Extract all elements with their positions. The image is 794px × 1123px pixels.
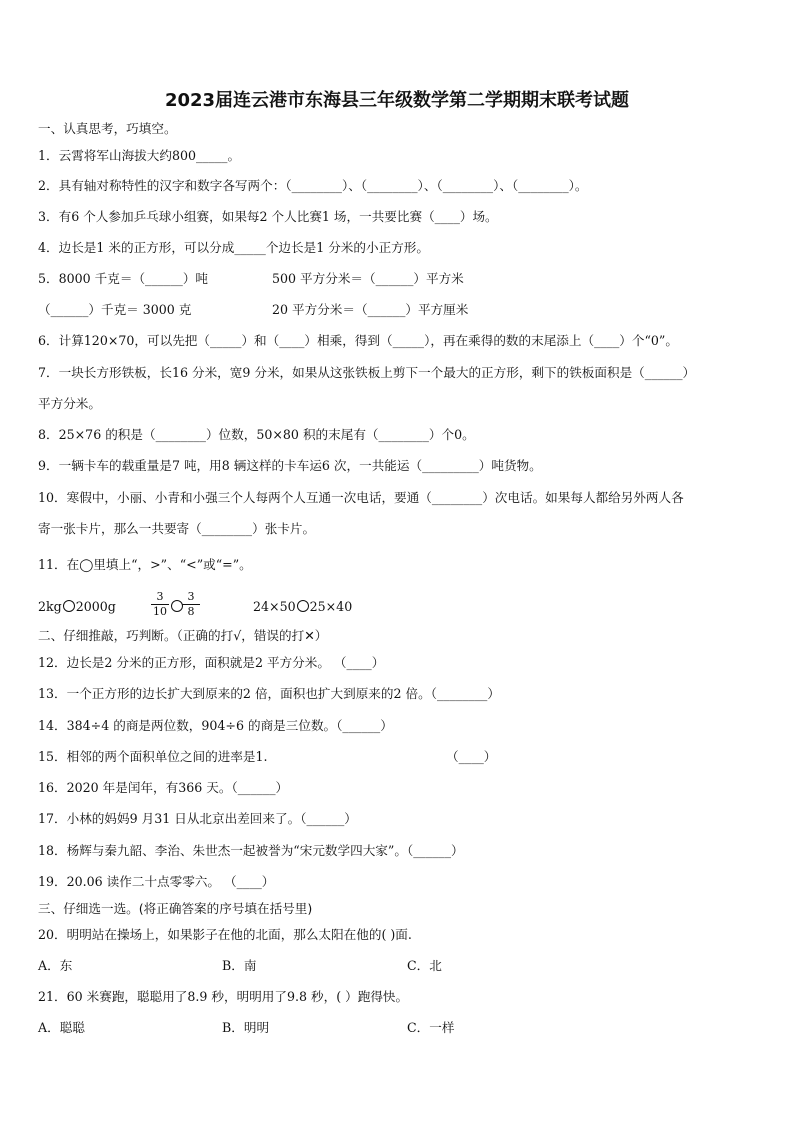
question-5d: 20 平方分米＝（______）平方厘米 — [272, 302, 469, 317]
section-1-heading: 一、认真思考，巧填空。 — [38, 121, 177, 136]
fraction-denominator: 10 — [153, 605, 167, 618]
question-18: 18．杨辉与秦九韶、李治、朱世杰一起被誉为“宋元数学四大家”。（______） — [38, 843, 464, 858]
section-2-heading: 二、仔细推敲，巧判断。（正确的打√，错误的打✕） — [38, 628, 328, 643]
fraction-numerator: 3 — [156, 590, 164, 603]
q21-option-a[interactable]: A．聪聪 — [38, 1020, 85, 1035]
question-19: 19．20.06 读作二十点零零六。 （____） — [38, 874, 275, 889]
question-9: 9．一辆卡车的载重量是7 吨，用8 辆这样的卡车运6 次，一共能运（_________）吨货物。 — [38, 458, 542, 473]
question-15: 15．相邻的两个面积单位之间的进率是1. — [38, 749, 268, 764]
question-11: 11．在◯里填上“，>”、“<”或“=”。 — [38, 557, 252, 572]
question-5a: 5．8000 千克＝（______）吨 — [38, 271, 209, 286]
question-2: 2．具有轴对称特性的汉字和数字各写两个：（________）、（________）、（________）、（________）。 — [38, 178, 588, 193]
question-5c: （______）千克＝ 3000 克 — [38, 302, 192, 317]
question-10-line1: 10．寒假中，小丽、小青和小强三个人每两个人互通一次电话，要通（________）次电话。如果每人都给另外两人各 — [38, 490, 684, 505]
fraction-denominator: 8 — [187, 605, 195, 618]
compare-c-right: 25×40 — [309, 599, 353, 614]
question-5b: 500 平方分米＝（______）平方米 — [272, 271, 464, 286]
fraction-3-10 — [151, 591, 169, 618]
fraction-3-8 — [182, 591, 200, 618]
compare-circle-icon[interactable] — [63, 600, 75, 612]
question-17: 17．小林的妈妈9 月31 日从北京出差回来了。（______） — [38, 811, 357, 826]
question-7-line1: 7．一块长方形铁板，长16 分米，宽9 分米，如果从这张铁板上剪下一个最大的正方形，剩下的铁板面积是（______） — [38, 365, 696, 380]
question-12: 12．边长是2 分米的正方形，面积就是2 平方分米。 （____） — [38, 655, 385, 670]
compare-a-left: 2kg — [38, 599, 62, 614]
q21-option-c[interactable]: C．一样 — [407, 1020, 455, 1035]
fraction-numerator: 3 — [187, 590, 195, 603]
compare-c — [253, 599, 352, 615]
question-14: 14．384÷4 的商是两位数，904÷6 的商是三位数。（______） — [38, 718, 393, 733]
question-8: 8．25×76 的积是（________）位数，50×80 积的末尾有（________）个0。 — [38, 427, 475, 442]
question-7-line2: 平方分米。 — [38, 396, 101, 411]
compare-circle-icon[interactable] — [297, 600, 309, 612]
q20-option-b[interactable]: B．南 — [222, 958, 257, 973]
q20-option-c[interactable]: C．北 — [407, 958, 442, 973]
question-4: 4．边长是1 米的正方形，可以分成_____个边长是1 分米的小正方形。 — [38, 240, 429, 255]
question-6: 6．计算120×70，可以先把（_____）和（____）相乘，得到（_____），再在乘得的数的末尾添上（____）个“0”。 — [38, 333, 678, 348]
q20-option-a[interactable]: A．东 — [38, 958, 73, 973]
q21-option-b[interactable]: B．明明 — [222, 1020, 270, 1035]
compare-c-left: 24×50 — [253, 599, 296, 614]
question-1: 1．云霄将军山海拔大约800_____。 — [38, 148, 241, 163]
compare-a-right: 2000g — [75, 599, 116, 614]
question-3: 3．有6 个人参加乒乓球小组赛，如果每2 个人比赛1 场，一共要比赛（____）场。 — [38, 209, 498, 224]
question-15-blank[interactable]: （____） — [446, 749, 497, 764]
question-10-line2: 寄一张卡片，那么一共要寄（________）张卡片。 — [38, 521, 316, 536]
question-21: 21．60 米赛跑，聪聪用了8.9 秒，明明用了9.8 秒，( ）跑得快。 — [38, 989, 409, 1004]
question-13: 13．一个正方形的边长扩大到原来的2 倍，面积也扩大到原来的2 倍。（________） — [38, 686, 500, 701]
section-3-heading: 三、仔细选一选。(将正确答案的序号填在括号里) — [38, 901, 313, 916]
compare-a — [38, 599, 116, 615]
question-20: 20．明明站在操场上，如果影子在他的北面，那么太阳在他的( )面. — [38, 927, 412, 942]
question-16: 16．2020 年是闰年，有366 天。（______） — [38, 780, 289, 795]
page-title: 2023届连云港市东海县三年级数学第二学期期末联考试题 — [164, 90, 630, 111]
